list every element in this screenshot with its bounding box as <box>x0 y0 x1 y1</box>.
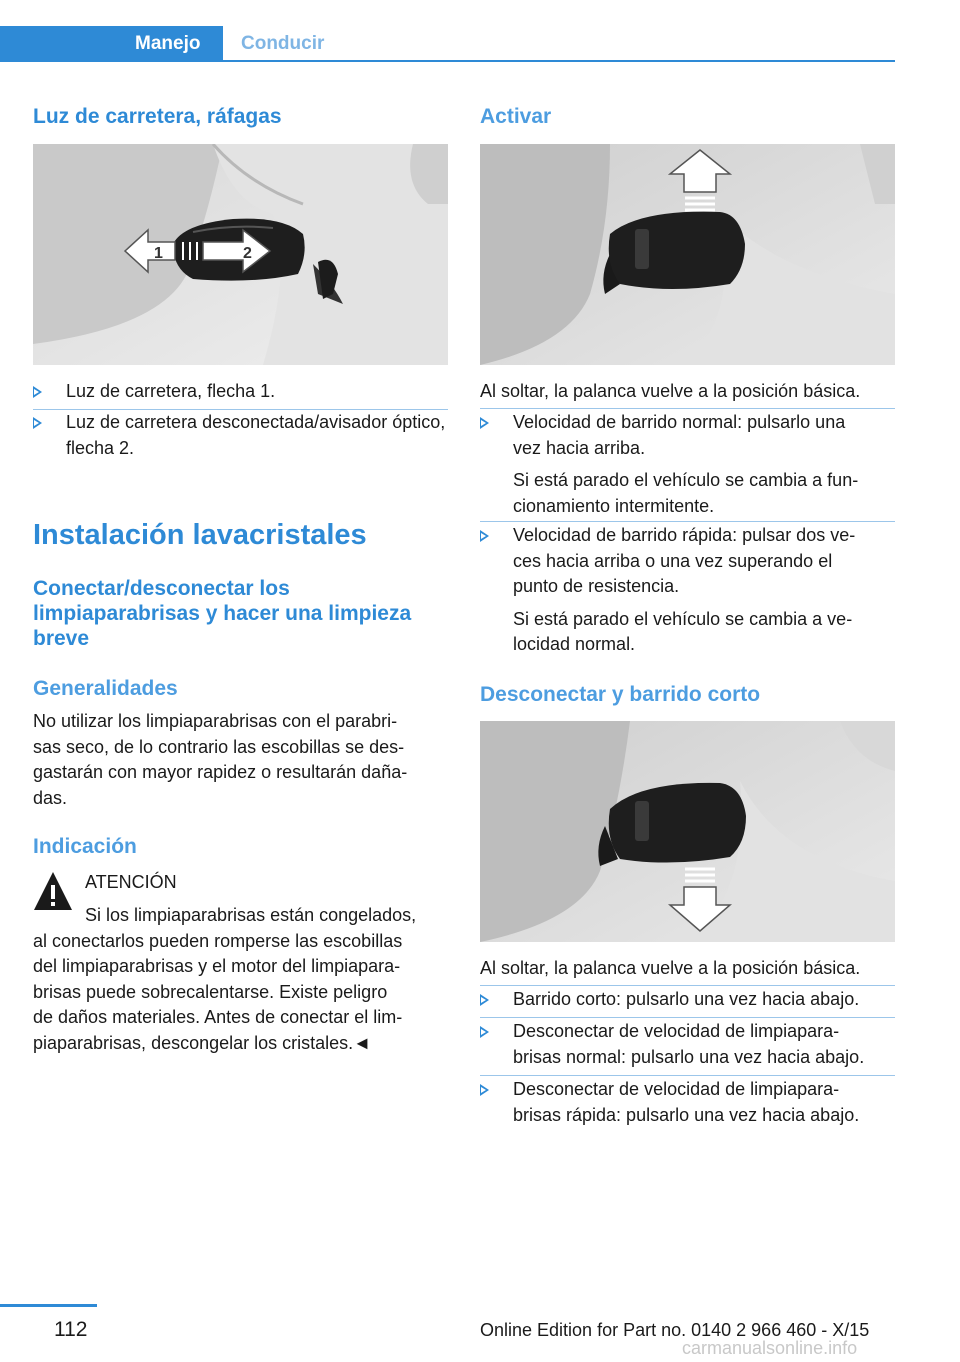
bullet-triangle-icon <box>480 994 489 1006</box>
general-line: sas seco, de lo contrario las escobillas se des- <box>33 736 405 757</box>
subsection-title-line3: breve <box>33 627 90 650</box>
list-item: Velocidad de barrido rápida: pulsar dos ve- ces hacia arriba o una vez superando el punto de resistencia. Si está parado el vehículo se cambia a ve- locidad normal. <box>480 523 895 658</box>
activate-title: Activar <box>480 105 552 128</box>
figure-high-beam-lever <box>33 144 448 365</box>
edition-text: Online Edition for Part no. 0140 2 966 460 - X/15 <box>480 1320 870 1340</box>
warning-label: ATENCIÓN <box>85 872 177 892</box>
tab-manejo[interactable]: Manejo <box>0 26 223 62</box>
general-title: Generalidades <box>33 677 178 700</box>
bullet-triangle-icon <box>33 386 42 398</box>
list-item: Barrido corto: pulsarlo una vez hacia abajo. <box>480 987 895 1013</box>
wiper-lever-up-illustration <box>480 144 895 365</box>
divider <box>480 1075 895 1076</box>
divider <box>480 521 895 522</box>
bullet-triangle-icon <box>480 417 489 429</box>
high-beam-lever-illustration <box>33 144 448 365</box>
list-item: Velocidad de barrido normal: pulsarlo una vez hacia arriba. Si está parado el vehículo se cambia a fun- cionamiento intermitente. <box>480 410 895 519</box>
warning-line: piaparabrisas, descongelar los cristales.◄ <box>33 1032 371 1053</box>
section-title-high-beam: Luz de carretera, ráfagas <box>33 105 282 128</box>
chapter-title: Instalación lavacristales <box>33 519 367 551</box>
page-number: 112 <box>54 1318 88 1341</box>
bullet-triangle-icon <box>480 1026 489 1038</box>
divider <box>480 1017 895 1018</box>
release-text: Al soltar, la palanca vuelve a la posición básica. <box>480 958 861 978</box>
divider <box>480 408 895 409</box>
bullet-triangle-icon <box>480 1084 489 1096</box>
footer-rule <box>0 1304 97 1307</box>
tab-conducir[interactable]: Conducir <box>241 33 325 54</box>
subsection-title-line2: limpiaparabrisas y hacer una limpieza <box>33 602 412 625</box>
arrow-1-label: 1 <box>154 245 163 262</box>
bullet-triangle-icon <box>33 417 42 429</box>
warning-line: al conectarlos pueden romperse las escobillas <box>33 930 403 951</box>
general-line: No utilizar los limpiaparabrisas con el parabri- <box>33 711 398 731</box>
watermark: carmanualsonline.info <box>682 1338 858 1358</box>
list-item: Luz de carretera, flecha 1. <box>33 379 448 405</box>
warning-line: de daños materiales. Antes de conectar el lim- <box>33 1007 403 1027</box>
list-item: Desconectar de velocidad de limpiapara- brisas normal: pulsarlo una vez hacia abajo. <box>480 1019 895 1070</box>
figure-wiper-deactivate <box>480 721 895 942</box>
chapter-nav <box>0 26 895 62</box>
warning-line: Si los limpiaparabrisas están congelados, <box>85 905 417 925</box>
arrow-2-label: 2 <box>243 245 252 262</box>
general-line: gastarán con mayor rapidez o resultarán daña- <box>33 762 408 782</box>
list-item: Luz de carretera desconectada/avisador óptico, flecha 2. <box>33 410 448 461</box>
warning-line: del limpiaparabrisas y el motor del limpiapara- <box>33 956 401 976</box>
figure-wiper-activate <box>480 144 895 365</box>
header-rule <box>0 60 895 62</box>
divider <box>480 985 895 986</box>
warning-triangle-icon <box>33 870 73 912</box>
release-text: Al soltar, la palanca vuelve a la posición básica. <box>480 381 861 401</box>
subsection-title-line1: Conectar/desconectar los <box>33 577 290 600</box>
wiper-lever-down-illustration <box>480 721 895 942</box>
warning-line: brisas puede sobrecalentarse. Existe peligro <box>33 981 388 1002</box>
general-line: das. <box>33 787 68 808</box>
list-item: Desconectar de velocidad de limpiapara- brisas rápida: pulsarlo una vez hacia abajo. <box>480 1077 895 1128</box>
note-title: Indicación <box>33 835 137 858</box>
deactivate-title: Desconectar y barrido corto <box>480 683 761 706</box>
bullet-triangle-icon <box>480 530 489 542</box>
